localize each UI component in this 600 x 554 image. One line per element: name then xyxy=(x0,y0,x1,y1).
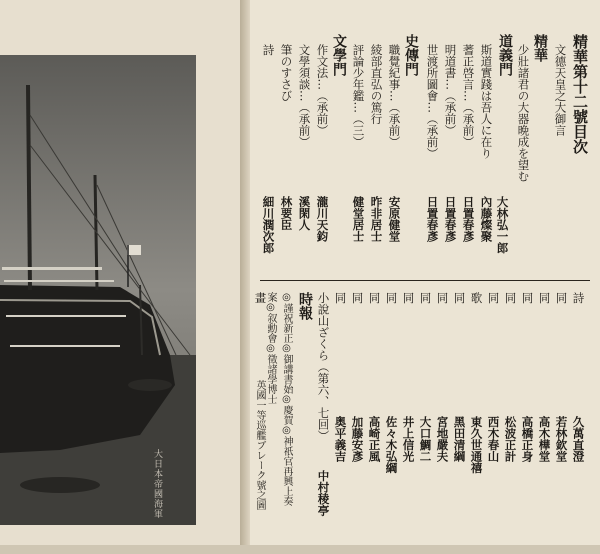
toc-row-author: 溪閑人 xyxy=(297,196,312,231)
section-bungaku: 文學門 xyxy=(331,34,347,76)
toc-row-title: 筆のすさび xyxy=(279,44,294,102)
frontispiece-page xyxy=(0,0,240,545)
poem-author: 加藤安彥 xyxy=(350,416,365,462)
toc-row-author: 健堂居士 xyxy=(351,196,366,242)
poem-author: 宮地嚴夫 xyxy=(435,416,450,462)
section-michi: 道義門 xyxy=(497,34,513,76)
jiho-line: 案◎叙勳會◎徵諸學博士 xyxy=(265,292,276,404)
toc-row-title: 綾部直弘の篤行 xyxy=(369,44,384,125)
poem-head: 同 xyxy=(333,292,348,304)
poem-author: 久萬直澄 xyxy=(571,416,586,462)
contents-title: 精華第十二號目次 xyxy=(571,34,589,154)
toc-row-author: 日置春彥 xyxy=(461,196,476,242)
poem-head: 同 xyxy=(418,292,433,304)
poem-author: 大口鯛二 xyxy=(418,416,433,462)
toc-row-author: 瀧川天鈞 xyxy=(315,196,330,242)
kuchie-caption: 英國一等巡艦ブレーク號之圖 xyxy=(254,380,265,510)
poem-head: 同 xyxy=(452,292,467,304)
poem-head: 同 xyxy=(384,292,399,304)
rescript-entry: 文德天皇之大御言 xyxy=(553,44,568,136)
poem-author: 若林欽堂 xyxy=(554,416,569,462)
toc-row-title: 文學須談…（承前） xyxy=(297,44,312,148)
poem-head: 同 xyxy=(435,292,450,304)
poem-author: 奥平義吉 xyxy=(333,416,348,462)
poem-head: 同 xyxy=(503,292,518,304)
poem-author: 佐々木弘綱 xyxy=(384,416,399,474)
toc-row-title: 詩 xyxy=(261,44,276,56)
poem-author: 井上信光 xyxy=(401,416,416,462)
poem-head: 歌 xyxy=(469,292,484,304)
toc-row-author: 細川潤次郎 xyxy=(261,196,276,254)
kuchie-head: 畫 xyxy=(253,292,268,304)
section-divider xyxy=(260,280,590,281)
poem-author: 高崎正風 xyxy=(367,416,382,462)
warship-image xyxy=(0,55,196,525)
poem-head: 同 xyxy=(537,292,552,304)
poem-head: 詩 xyxy=(571,292,586,304)
table-of-contents xyxy=(250,0,600,545)
poem-author: 西木春山 xyxy=(486,416,501,462)
novel-author: 中村稜亭 xyxy=(316,470,331,516)
section-seika: 精華 xyxy=(532,34,548,62)
toc-row-author: 大林弘一郎 xyxy=(495,196,510,254)
section-jiho: 時報 xyxy=(297,292,313,320)
toc-row-author: 內藤燦聚 xyxy=(479,196,494,242)
plate-label: 大日本帝國海軍 xyxy=(152,449,162,519)
toc-row-title: 蓍正啓言…（承前） xyxy=(461,44,476,148)
toc-row-title: 世渡所圖會…（承前） xyxy=(425,44,440,159)
novel-title: 小說山ざくら（第六、七回） xyxy=(316,292,331,442)
book-gutter xyxy=(240,0,250,545)
warship-photograph xyxy=(0,55,196,525)
poem-head: 同 xyxy=(554,292,569,304)
poem-author: 東久世通禧 xyxy=(469,416,484,474)
toc-row-title: 斯道實踐は吾人に在り xyxy=(479,44,494,159)
poem-head: 同 xyxy=(401,292,416,304)
poem-head: 同 xyxy=(520,292,535,304)
toc-row-title: 職覺紀事…（承前） xyxy=(387,44,402,148)
toc-row-title: 作文法…（承前） xyxy=(315,44,330,136)
poem-head: 同 xyxy=(486,292,501,304)
toc-row-title: 明道書…（承前） xyxy=(443,44,458,136)
poem-author: 高橋正身 xyxy=(520,416,535,462)
poem-author: 高木樺堂 xyxy=(537,416,552,462)
toc-row-author: 日置春彥 xyxy=(443,196,458,242)
toc-row-author: 林要臣 xyxy=(279,196,294,231)
toc-row-author: 昨非居士 xyxy=(369,196,384,242)
poem-author: 黑田清綱 xyxy=(452,416,467,462)
poem-head: 同 xyxy=(367,292,382,304)
toc-row-title: 少壯諸君の大器晩成を望む xyxy=(516,44,531,182)
poem-head: 同 xyxy=(350,292,365,304)
section-shiden: 史傳門 xyxy=(403,34,419,76)
toc-row-author: 日置春彥 xyxy=(425,196,440,242)
poem-author: 松波正計 xyxy=(503,416,518,462)
toc-row-author: 安原健堂 xyxy=(387,196,402,242)
jiho-line: ◎謹祝新正◎御講書始◎慶賀◎神祇官再興上奏 xyxy=(281,292,292,506)
toc-row-title: 評論少年鑑…（三） xyxy=(351,44,366,148)
